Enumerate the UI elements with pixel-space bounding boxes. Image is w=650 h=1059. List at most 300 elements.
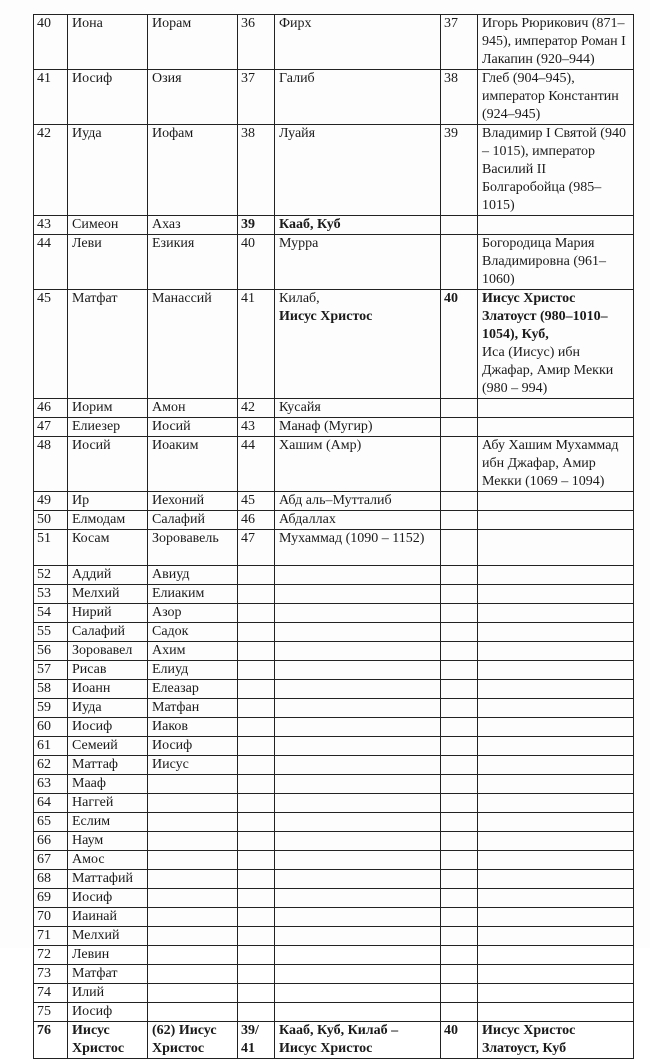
cell-name4: [478, 235, 634, 290]
cell-text: Абу Хашим Мухаммад ибн Джафар, Амир Мекки (1069 – 1094): [482, 438, 619, 489]
cell-n4: [441, 492, 478, 511]
cell-text: 70: [37, 909, 51, 924]
cell-n3: [238, 1003, 275, 1022]
cell-text: 42: [241, 400, 255, 415]
cell-name4: [478, 737, 634, 756]
cell-text: 47: [241, 531, 255, 546]
cell-text: 64: [37, 795, 51, 810]
cell-n3: [238, 235, 275, 290]
cell-name1: [68, 794, 148, 813]
cell-name1: [68, 70, 148, 125]
cell-name3: [275, 718, 441, 737]
cell-text: Авиуд: [152, 567, 190, 582]
cell-text: Маттаф: [72, 757, 118, 772]
cell-text: 74: [37, 985, 51, 1000]
cell-n1: [34, 290, 68, 399]
cell-name3: [275, 70, 441, 125]
cell-n3: [238, 737, 275, 756]
cell-n1: [34, 70, 68, 125]
cell-n3: [238, 399, 275, 418]
cell-text: Иосий: [72, 438, 111, 453]
cell-name2: [148, 566, 238, 585]
cell-text: Матфат: [72, 291, 118, 306]
cell-text: Семеий: [72, 738, 118, 753]
cell-n4: [441, 642, 478, 661]
cell-name4: [478, 965, 634, 984]
cell-n4: [441, 661, 478, 680]
cell-text: Галиб: [279, 71, 315, 86]
cell-n4: [441, 290, 478, 399]
table-row: [34, 70, 634, 125]
cell-text: Иаков: [152, 719, 189, 734]
cell-n4: [441, 908, 478, 927]
cell-text: Наггей: [72, 795, 114, 810]
cell-name1: [68, 511, 148, 530]
cell-n1: [34, 1003, 68, 1022]
cell-text: 43: [241, 419, 255, 434]
cell-text: Леви: [72, 236, 102, 251]
cell-name1: [68, 870, 148, 889]
cell-text: 71: [37, 928, 51, 943]
cell-n3: [238, 680, 275, 699]
cell-name2: [148, 813, 238, 832]
cell-name2: [148, 718, 238, 737]
cell-text: 42: [37, 126, 51, 141]
cell-n3: [238, 125, 275, 216]
cell-n4: [441, 851, 478, 870]
table-row: [34, 418, 634, 437]
cell-name3: [275, 511, 441, 530]
cell-text: 54: [37, 605, 51, 620]
cell-n3: [238, 290, 275, 399]
cell-name1: [68, 15, 148, 70]
cell-name3: [275, 832, 441, 851]
cell-text: 66: [37, 833, 51, 848]
cell-text: 69: [37, 890, 51, 905]
cell-n3: [238, 775, 275, 794]
cell-text: Маттафий: [72, 871, 133, 886]
cell-n3: [238, 70, 275, 125]
table-row: [34, 737, 634, 756]
cell-text: Иисус Христос Златоуст (980–1010–1054), Куб,: [482, 291, 608, 342]
cell-text: 60: [37, 719, 51, 734]
cell-name3: [275, 813, 441, 832]
cell-text: 43: [37, 217, 51, 232]
cell-n3: [238, 908, 275, 927]
cell-n1: [34, 623, 68, 642]
cell-name1: [68, 418, 148, 437]
cell-text: Садок: [152, 624, 189, 639]
cell-n3: [238, 511, 275, 530]
cell-name2: [148, 756, 238, 775]
cell-name2: [148, 680, 238, 699]
cell-n4: [441, 756, 478, 775]
genealogy-table: [33, 14, 634, 1059]
cell-text: 52: [37, 567, 51, 582]
cell-name4: [478, 585, 634, 604]
cell-n3: [238, 927, 275, 946]
cell-text: Зоровавель: [152, 531, 219, 546]
cell-n1: [34, 661, 68, 680]
cell-name3: [275, 604, 441, 623]
cell-text: 37: [444, 16, 458, 31]
cell-n4: [441, 927, 478, 946]
cell-n4: [441, 794, 478, 813]
cell-n3: [238, 870, 275, 889]
cell-name4: [478, 216, 634, 235]
cell-text: Владимир I Святой (940 – 1015), император Василий II Болгаробойца (985–1015): [482, 126, 626, 213]
cell-name4: [478, 756, 634, 775]
cell-text: 44: [37, 236, 51, 251]
cell-name3: [275, 585, 441, 604]
cell-text: Ир: [72, 493, 90, 508]
cell-text: 40: [444, 291, 458, 306]
cell-text: Игорь Рюрикович (871–945), император Роман I Лакапин (920–944): [482, 16, 626, 67]
table-row: [34, 511, 634, 530]
cell-text: (62) Иисус Христос: [152, 1023, 217, 1056]
cell-name1: [68, 1022, 148, 1059]
table-row: [34, 492, 634, 511]
cell-text: Иосиф: [72, 719, 113, 734]
cell-name4: [478, 927, 634, 946]
cell-name2: [148, 418, 238, 437]
cell-n3: [238, 642, 275, 661]
cell-name2: [148, 492, 238, 511]
cell-name1: [68, 530, 148, 566]
cell-name4: [478, 718, 634, 737]
cell-n3: [238, 718, 275, 737]
cell-name4: [478, 908, 634, 927]
cell-name3: [275, 125, 441, 216]
table-row: [34, 718, 634, 737]
cell-name4: [478, 642, 634, 661]
cell-n1: [34, 889, 68, 908]
cell-name1: [68, 1003, 148, 1022]
cell-text: Наум: [72, 833, 104, 848]
cell-text: Елиаким: [152, 586, 205, 601]
cell-name3: [275, 699, 441, 718]
cell-n4: [441, 530, 478, 566]
table-row: [34, 832, 634, 851]
cell-name4: [478, 946, 634, 965]
cell-name2: [148, 984, 238, 1003]
cell-name1: [68, 908, 148, 927]
cell-n1: [34, 870, 68, 889]
table-row: [34, 851, 634, 870]
cell-text: 46: [241, 512, 255, 527]
table-row: [34, 15, 634, 70]
cell-text: Мелхий: [72, 586, 120, 601]
table-row: [34, 623, 634, 642]
cell-name2: [148, 851, 238, 870]
cell-name3: [275, 946, 441, 965]
cell-name1: [68, 290, 148, 399]
cell-n4: [441, 718, 478, 737]
cell-name3: [275, 756, 441, 775]
cell-n1: [34, 984, 68, 1003]
cell-n4: [441, 418, 478, 437]
cell-name2: [148, 908, 238, 927]
cell-name3: [275, 870, 441, 889]
cell-n3: [238, 418, 275, 437]
cell-text: 38: [241, 126, 255, 141]
cell-name1: [68, 661, 148, 680]
cell-n1: [34, 756, 68, 775]
cell-text: Нирий: [72, 605, 112, 620]
cell-n1: [34, 946, 68, 965]
cell-n3: [238, 794, 275, 813]
cell-name1: [68, 756, 148, 775]
cell-text: Косам: [72, 531, 110, 546]
cell-text: Матфат: [72, 966, 118, 981]
cell-text: 55: [37, 624, 51, 639]
cell-name1: [68, 585, 148, 604]
cell-n1: [34, 965, 68, 984]
table-row: [34, 530, 634, 566]
cell-text: Иехоний: [152, 493, 205, 508]
cell-name3: [275, 1022, 441, 1059]
cell-name3: [275, 851, 441, 870]
cell-name2: [148, 642, 238, 661]
cell-name3: [275, 290, 441, 399]
table-row: [34, 399, 634, 418]
cell-name4: [478, 699, 634, 718]
cell-n3: [238, 216, 275, 235]
cell-text: Азор: [152, 605, 182, 620]
cell-name2: [148, 125, 238, 216]
cell-name2: [148, 1003, 238, 1022]
cell-name4: [478, 661, 634, 680]
cell-n1: [34, 927, 68, 946]
cell-name4: [478, 511, 634, 530]
cell-name2: [148, 870, 238, 889]
cell-text: 57: [37, 662, 51, 677]
table-row: [34, 946, 634, 965]
cell-name4: [478, 437, 634, 492]
cell-n1: [34, 235, 68, 290]
cell-n3: [238, 699, 275, 718]
cell-name2: [148, 216, 238, 235]
cell-n1: [34, 216, 68, 235]
cell-name1: [68, 492, 148, 511]
cell-text: Амон: [152, 400, 186, 415]
cell-name2: [148, 290, 238, 399]
cell-text: Елеазар: [152, 681, 199, 696]
cell-text: Кааб, Куб: [279, 217, 341, 232]
cell-name3: [275, 216, 441, 235]
cell-n4: [441, 813, 478, 832]
cell-text: Левин: [72, 947, 110, 962]
cell-n3: [238, 946, 275, 965]
cell-name4: [478, 1003, 634, 1022]
cell-n4: [441, 1003, 478, 1022]
table-row: [34, 889, 634, 908]
cell-name3: [275, 623, 441, 642]
cell-text: Иосиф: [152, 738, 193, 753]
cell-n1: [34, 851, 68, 870]
cell-text: Луайя: [279, 126, 316, 141]
cell-name3: [275, 984, 441, 1003]
cell-name1: [68, 889, 148, 908]
cell-n4: [441, 511, 478, 530]
table-row: [34, 680, 634, 699]
cell-text: 63: [37, 776, 51, 791]
table-row: [34, 216, 634, 235]
cell-text: Ахаз: [152, 217, 181, 232]
cell-n3: [238, 965, 275, 984]
cell-name2: [148, 15, 238, 70]
cell-n1: [34, 511, 68, 530]
cell-name1: [68, 699, 148, 718]
cell-name3: [275, 1003, 441, 1022]
table-row: [34, 642, 634, 661]
cell-n3: [238, 889, 275, 908]
cell-n1: [34, 813, 68, 832]
cell-n4: [441, 216, 478, 235]
table-row: [34, 235, 634, 290]
table-row: [34, 699, 634, 718]
cell-name1: [68, 216, 148, 235]
cell-name2: [148, 235, 238, 290]
cell-n1: [34, 530, 68, 566]
cell-n3: [238, 437, 275, 492]
cell-name2: [148, 737, 238, 756]
cell-n4: [441, 946, 478, 965]
table-row: [34, 965, 634, 984]
cell-text: Манаф (Мугир): [279, 419, 373, 434]
cell-text: Иисус Христос: [72, 1023, 125, 1056]
cell-name2: [148, 604, 238, 623]
cell-name3: [275, 15, 441, 70]
cell-text: Кусайя: [279, 400, 321, 415]
cell-n4: [441, 70, 478, 125]
cell-n1: [34, 604, 68, 623]
cell-name1: [68, 927, 148, 946]
cell-name4: [478, 813, 634, 832]
cell-n1: [34, 399, 68, 418]
cell-name4: [478, 418, 634, 437]
cell-name1: [68, 965, 148, 984]
cell-name4: [478, 851, 634, 870]
cell-name2: [148, 399, 238, 418]
cell-name2: [148, 585, 238, 604]
cell-text: Абд аль–Муттaлиб: [279, 493, 392, 508]
cell-text: Иисус Христос Златоуст, Куб: [482, 1023, 576, 1056]
cell-text: Богородица Мария Владимировна (961–1060): [482, 236, 606, 287]
cell-name3: [275, 908, 441, 927]
cell-text: 58: [37, 681, 51, 696]
cell-n1: [34, 908, 68, 927]
cell-text: 45: [241, 493, 255, 508]
cell-text: 41: [37, 71, 51, 86]
cell-name4: [478, 984, 634, 1003]
cell-text: Иосиф: [72, 890, 113, 905]
cell-name4: [478, 530, 634, 566]
cell-name2: [148, 794, 238, 813]
cell-n4: [441, 699, 478, 718]
cell-text: 65: [37, 814, 51, 829]
table-row: [34, 604, 634, 623]
cell-name4: [478, 794, 634, 813]
cell-text: 39: [241, 217, 255, 232]
cell-n4: [441, 585, 478, 604]
table-row: [34, 661, 634, 680]
cell-text: Иисус: [152, 757, 189, 772]
cell-text: 36: [241, 16, 255, 31]
cell-n3: [238, 604, 275, 623]
cell-name3: [275, 737, 441, 756]
cell-text: Иофам: [152, 126, 194, 141]
cell-text: Иоаким: [152, 438, 199, 453]
cell-name2: [148, 1022, 238, 1059]
cell-n4: [441, 1022, 478, 1059]
cell-name2: [148, 661, 238, 680]
cell-text: 67: [37, 852, 51, 867]
cell-text: Салафий: [72, 624, 125, 639]
cell-name4: [478, 566, 634, 585]
cell-n3: [238, 661, 275, 680]
cell-name1: [68, 680, 148, 699]
cell-text: Фирх: [279, 16, 312, 31]
cell-n1: [34, 125, 68, 216]
cell-text: 45: [37, 291, 51, 306]
cell-n1: [34, 15, 68, 70]
cell-name1: [68, 604, 148, 623]
cell-text: Иона: [72, 16, 103, 31]
cell-text: Иаинай: [72, 909, 118, 924]
cell-name3: [275, 530, 441, 566]
cell-name2: [148, 511, 238, 530]
cell-name2: [148, 699, 238, 718]
table-row: [34, 756, 634, 775]
cell-text-bold: Иисус Христос: [279, 309, 373, 324]
cell-name4: [478, 290, 634, 399]
cell-name1: [68, 832, 148, 851]
cell-name2: [148, 70, 238, 125]
cell-name3: [275, 794, 441, 813]
cell-name4: [478, 399, 634, 418]
cell-text: 38: [444, 71, 458, 86]
cell-text: 53: [37, 586, 51, 601]
cell-text: Кааб, Куб, Килаб – Иисус Христос: [279, 1023, 399, 1056]
table-row: [34, 794, 634, 813]
cell-text: 73: [37, 966, 51, 981]
cell-name4: [478, 1022, 634, 1059]
cell-text: 51: [37, 531, 51, 546]
cell-name1: [68, 642, 148, 661]
cell-name3: [275, 775, 441, 794]
cell-n4: [441, 623, 478, 642]
cell-text: Иорам: [152, 16, 192, 31]
cell-n4: [441, 889, 478, 908]
cell-text: 75: [37, 1004, 51, 1019]
cell-text: Иорим: [72, 400, 113, 415]
cell-n1: [34, 437, 68, 492]
cell-text: Мухаммад (1090 – 1152): [279, 531, 425, 546]
cell-name4: [478, 492, 634, 511]
cell-name4: [478, 604, 634, 623]
cell-text: Елмодам: [72, 512, 126, 527]
cell-name4: [478, 832, 634, 851]
cell-n1: [34, 718, 68, 737]
cell-name2: [148, 623, 238, 642]
cell-name4: [478, 680, 634, 699]
cell-text: Ахим: [152, 643, 186, 658]
cell-text-continued: Иса (Иисус) ибн Джафар, Амир Мекки (980 – 994): [482, 345, 614, 396]
cell-n3: [238, 566, 275, 585]
cell-n3: [238, 15, 275, 70]
cell-n1: [34, 642, 68, 661]
